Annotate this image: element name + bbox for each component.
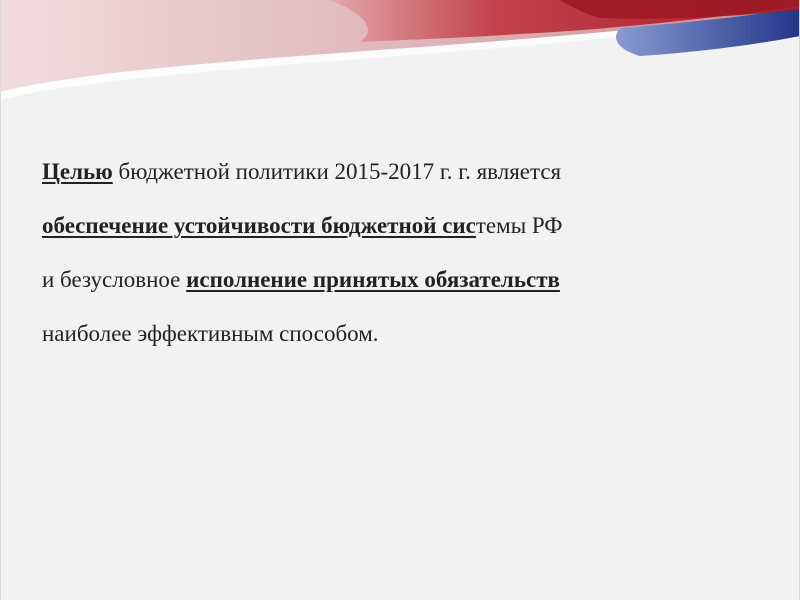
text-line-4: наиболее эффективным способом. <box>42 321 379 346</box>
text-line-2 <box>42 199 772 253</box>
emphasis-goal: Целью <box>42 159 113 184</box>
text-line-3 <box>42 253 772 307</box>
slide-body-text <box>42 145 772 361</box>
text-line-1-rest: бюджетной политики 2015-2017 г. г. является <box>112 159 562 184</box>
text-line-2-rest: темы РФ <box>475 213 563 238</box>
text-line-1 <box>42 145 772 199</box>
emphasis-obligations: исполнение принятых обязательств <box>186 267 560 292</box>
banner-decoration <box>0 0 800 110</box>
text-line-3-pre: и безусловное <box>42 267 187 292</box>
emphasis-stability: обеспечение устойчивости бюджетной сис <box>42 213 476 238</box>
